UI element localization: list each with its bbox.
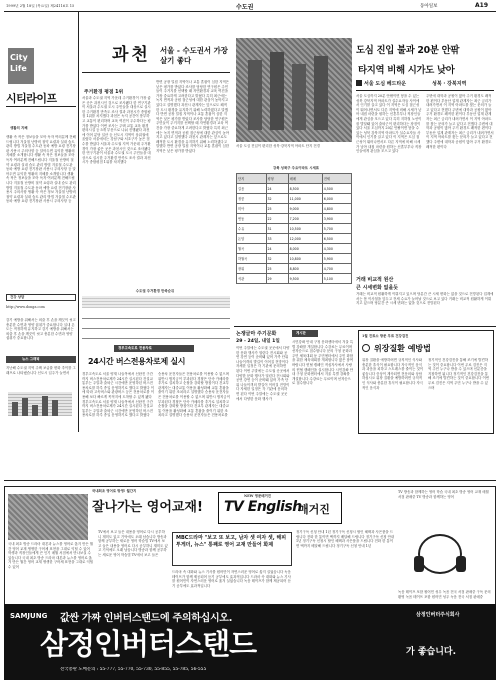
magazine-eyebrow: 국내최초 영어로 방영! 월간지 — [92, 489, 137, 493]
photo-caption: 서울 도심 진입이 편리한 성북·강북지역 아파트 단지 전경 — [236, 144, 320, 148]
samjung-brand: SAMJUNG — [10, 612, 48, 620]
square-icon — [356, 80, 362, 86]
label-life-tips: 생활의 지혜 — [10, 126, 28, 130]
magazine-logo-main: TV English — [224, 499, 302, 515]
health-icon — [362, 344, 370, 352]
health-title: 위장질환 예방법 — [374, 344, 431, 353]
samjung-company: 삼정인버터주식회사 — [416, 612, 460, 618]
photo-story-col2: 주변에 대학과 공원이 많아 주거 환경도 쾌적한 편이다 부동산 업계 관계자는 최근 금리가 내려가면서 이 지역 아파트를 찾는 문의가 늘고 있다고 전했다 주변에 대학과 공원이 많아 주거 환경도 쾌적한 편이다 부동산 업계 관계자는 최근 금리가 내려가면서 이 지역 아파트를 찾는 문의가 늘고 있다고 전했다 주변에 대학과 공원이 많아 주거 환경도 쾌적한 편이다 부동산 업계 관계자는 최근 금리가 내려가면서 이 지역 아파트를 찾는 문의가 늘고 있다고 전했다 주변에 대학과 공원이 많아 주거 환경도 쾌적한 편이다 — [426, 94, 494, 149]
photo-subsection-2: 큰 시세변화 없을듯 — [356, 285, 399, 291]
story-kicker: 과천 — [112, 45, 151, 65]
bus-story-headline: 24시간 버스전용차로제 실시 — [88, 357, 186, 366]
bus-story-col1: 경부고속도로 서울 양재 나들목에서 신탄진 구간까지 버스전용차로제가 24시간 실시된다 건설교통부는 주말과 출퇴근 시간에만 운영하던 버스전용차로를 하루 종일 운영하기로 했다고 밝혔다 이에 따라 고속버스와 관광버스 등은 전용차로를 이용해 보다 빠르게 목적지에 도착할 수 있게 됐다 경부고속도로 서울 양재 나들목에서 신탄진 구간까지 버스전용차로제가 24시간 실시된다 건설교통부는 주말과 출퇴근 시간에만 운영하던 버스전용차로를 하루 종일 운영하기로 했다고 밝혔다 — [82, 372, 154, 418]
health-subtitle: 1월 진료소 방문 무료 건강검진 — [362, 334, 409, 338]
newspaper-page: 1999년 2월 18일 (목요일) 제24116호 15 수도권 동아일보 A19 City Life 시티라이프 생활의 지혜 생활 속 작은 정보들을 모아 독자 여러분께 전해드립니다 겨울철 난방비 절약 요령과 실내 습도 관리 방법 겨울철 수도관 동파 예방 요령 전기장판 사용시 주의사항 등 알아두면 유익한 생활의 지혜를 소개합니다 생활 속 작은 정보들을 모아 독자 여러분께 전해드립니다 겨울철 난방비 절약 요령과 실내 습도 관리 방법 겨울철 수도관 동파 예방 요령 전기장판 사용시 주의사항 등 알아두면 유익한 생활의 지혜를 소개합니다 생활 속 작은 정보들을 모아 독자 여러분께 전해드립니다 겨울철 난방비 절약 요령과 실내 습도 관리 방법 겨울철 수도관 동파 예방 요령 전기장판 사용시 주의사항 생활 속 작은 정보 겨울철 난방비 절약 요령과 실내 습도 관리 방법 겨울철 수도관 동파 예방 요령 전기장판 사용시 주의사항 등 건강 상담 http://www.donga.com 감기 예방을 위해서는 외출 후 손을 깨끗이 씻고 충분한 수면과 영양 섭취가 중요합니다 실내 온도는 적정하게 유지하고 감기 예방을 위해서는 외출 후 손을 깨끗이 씻고 충분한 수면과 영양 섭취가 중요합니다 뉴스 그래픽 지난해 수도권 지역 주택 보급률 변화 추이를 그래프로 나타냈습니다 신도시 입주가 늘면서 과천 서울 - 수도권서 가장 살기 좋다 주거환경 평점 1위 서울과 수도권 지역 가운데 주거환경이 가장 좋은 곳은 과천시인 것으로 조사됐다 한 연구기관이 서울과 수도권 도시 주민들을 대상으로 실시한 주거환경 만족도 조사 결과 과천시가 종합평점 1위를 차지했다 과천은 녹지 공간이 풍부하고 교통이 편리하며 교육 여건이 우수하다는 평가를 받았다 이번 조사는 주택 교통 교육 환경 편의시설 등 5개 부문으로 나눠 진행됐다 과천에 이어 분당 일산 등 신도시 지역이 상위권에 올랐다 서울에서는 강남구와 서초구가 높은 점수를 받았다 서울과 수도권 지역 가운데 주거환경이 가장 좋은 곳은 과천시인 것으로 조사됐다 한 연구기관이 서울과 수도권 도시 주민들을 대상으로 실시한 주거환경 만족도 조사 결과 과천시가 종합평점 1위를 차지했다 반면 공장 밀집 지역이나 교통 혼잡이 심한 지역은 낮은 평가를 받았다 조사를 담당한 연구원은 주민들이 주거지를 선택할 때 자연환경과 교육 여건을 가장 중요하게 고려한다고 밝혔다 특히 최근에는 녹지 면적과 공원 접근성에 대한 관심이 높아지고 있다고 설명했다 과천시 관계자는 앞으로도 쾌적한 도시 환경을 유지하기 위해 노력하겠다고 말했다 반면 공장 밀집 지역이나 교통 혼잡이 심한 지역은 낮은 평가를 받았다 조사를 담당한 연구원은 주민들이 주거지를 선택할 때 자연환경과 교육 여건을 가장 중요하게 고려한다고 밝혔다 특히 최근에는 녹지 면적과 공원 접근성에 대한 관심이 높아지고 있다고 설명했다 과천시 관계자는 앞으로도 쾌적한 도시 환경을 유지하기 위해 노력하겠다고 말했다 반면 공장 밀집 지역이나 교통 혼잡이 심한 지역은 낮은 평가를 받았다 수도권 주거환경 만족순위 경부고속도로 전용차로 24시간 버스전용차로제 실시 경부고속도로 서울 양재 나들목에서 신탄진 구간까지 버스전용차로제가 24시간 실시된다 건설교통부는 주말과 출퇴근 시간에만 운영하던 버스전용차로를 하루 종일 운영하기로 했다고 밝혔다 이에 따라 고속버스와 관광버스 등은 전용차로를 이용해 보다 빠르게 목적지에 도착할 수 있게 됐다 경부고속도로 서울 양재 나들목에서 신탄진 구간까지 버스전용차로제가 24시간 실시된다 건설교통부는 주말과 출퇴근 시간에만 운영하던 버스전용차로를 하루 종일 운영하기로 했다고 밝혔다 승용차 운전자들은 전용차로를 이용할 수 없으며 위반시 범칙금이 부과된다 경찰은 단속 카메라를 추가로 설치하고 순찰을 강화할 방침이다 건교부 관계자는 대중교통 이용을 활성화해 교통 혼잡을 줄이기 위한 조치라고 설명했다 승용차 운전자들은 전용차로를 이용할 수 없으며 위반시 범칙금이 부과된다 경찰은 단속 카메라를 추가로 설치하고 순찰을 강화할 방침이다 건교부 관계자는 대중교통 이용을 활성화해 교통 혼잡을 줄이기 위한 조치라고 설명했다 승용차 운전자들은 전용차로를 서울 도심 진입이 편리한 성북·강북지역 아파트 단지 전경 도심 진입 불과 20분 안팎 타지역 비해 시가도 낮아 서울 도심 베드타운 성북 · 강북지역 서울 도심까지 20분 안팎이면 닿을 수 있는 성북 강북지역 아파트가 실수요자들 사이에서 인기를 끌고 있다 이 지역은 도심 접근성이 뛰어나면서도 다른 지역에 비해 시세가 낮아 내집 마련을 원하는 신혼부부나 직장인들에게 관심을 모으고 있다 특히 지하철 노선이 잘 발달돼 있어 출퇴근이 편리하다는 장점이 있다 서울 도심까지 20분 안팎이면 닿을 수 있는 성북 강북지역 아파트가 실수요자들 사이에서 인기를 끌고 있다 이 지역은 도심 접근성이 뛰어나면서도 다른 지역에 비해 시세가 낮아 내집 마련을 원하는 신혼부부나 직장인들에게 관심을 모으고 있다 주변에 대학과 공원이 많아 주거 환경도 쾌적한 편이다 부동산 업계 관계자는 최근 금리가 내려가면서 이 지역 아파트를 찾는 문의가 늘고 있다고 전했다 주변에 대학과 공원이 많아 주거 환경도 쾌적한 편이다 부동산 업계 관계자는 최근 금리가 내려가면서 이 지역 아파트를 찾는 문의가 늘고 있다고 전했다 주변에 대학과 공원이 많아 주거 환경도 쾌적한 편이다 부동산 업계 관계자는 최근 금리가 내려가면서 이 지역 아파트를 찾는 문의가 늘고 있다고 전했다 주변에 대학과 공원이 많아 주거 환경도 쾌적한 편이다 강북 성북구 주요아파트 시세표 단지 평형 매매 전세 길음 24 8,500 4,500 정릉 32 11,000 6,000 미아 25 9,000 4,800 번동 22 7,200 3,900 수유 31 10,500 5,700 돈암 33 12,000 6,500 월곡 24 8,000 4,300 하월곡 32 10,800 5,900 장위 25 8,800 4,700 석관 29 9,500 5,100 거래 비교적 원산 큰 시세변화 없을듯 거래는 비교적 원활하게 이뤄지고 있으며 당분간 큰 시세 변화는 없을 것으로 전망된다 업계에서는 봄 이사철을 앞두고 전세 수요가 늘어날 것으로 보고 있다 거래는 비교적 원활하게 이뤄지고 있으며 당분간 큰 시세 변화는 없을 것으로 전망된다 논쟁글마 주기문화 29 - 24일, 내일 1일 이번 주말에는 수도권 곳곳에서 다양한 문화 행사가 열린다 전시회와 공연 강연 등이 준비돼 있어 가족 단위 나들이객의 발길이 이어질 전망이다 자세한 일정은 각 기관에 문의하면 된다 이번 주말에는 수도권 곳곳에서 다양한 문화 행사가 열린다 전시회와 공연 강연 등이 준비돼 있어 가족 단위 나들이객의 발길이 이어질 전망이다 자세한 일정은 각 기관에 문의하면 된다 이번 주말에는 수도권 곳곳에서 다양한 문화 행사가 게시판 시민강좌 안내 구청 문화센터에서 겨울 특별 강좌를 개설합니다 수강료는 무료이며 선착순으로 접수합니다 문의 구청 문화과 주민 체육대회 동 주민센터에서 주민 화합을 위한 체육대회를 개최합니다 많은 참여 바랍니다 헌혈 캠페인 적십자사에서 사랑의 헌혈 캠페인을 실시합니다 시민강좌 안내 구청 문화센터에서 겨울 특별 강좌를 개설합니다 수강료는 무료이며 선착순으로 접수합니다 1월 진료소 방문 무료 건강검진 위장질환 예방법 위장 질환을 예방하려면 규칙적인 식사와 충분한 휴식이 필요합니다 자극적인 음식과 과음을 피하고 스트레스를 줄이는 것이 좋습니다 증상이 계속되면 전문의와 상담하십시오 위장 질환을 예방하려면 규칙적인 식사와 충분한 휴식이 필요합니다 자극적인 음식과 정기적인 건강검진을 통해 조기에 발견하는 것이 중요합니다 이번 무료 검진은 지역 주민 누구나 받을 수 있으며 신분증을 지참하면 됩니다 정기적인 건강검진을 통해 조기에 발견하는 것이 중요합니다 이번 무료 검진은 지역 주민 누구나 받을 수 있으며 국내최초 영어로 방영! 월간지 잘나가는 영어교재! NEW 영문매거진 TV English 매거진 국내 최초 방송 드라마 대본과 뉴스를 영어로 옮겨 만든 월간 영어 교재 생생한 구어체 표현을 그대로 익힐 수 있어 학생과 직장인들에게 큰 인기 매월 서점에서 만나보실 수 있습니다 국내 최초 방송 드라마 대본과 뉴스를 영어로 옮겨 만든 월간 영어 교재 생생한 구어체 표현을 그대로 익힐 수 있어 TV에서 보고 들은 내용을 영어로 다시 공부하니 재미도 있고 기억에도 오래 남습니다 방송과 함께 공부하는 새로운 영어 학습법 TV에서 보고 들은 내용을 영어로 다시 공부하니 재미도 있고 기억에도 오래 남습니다 방송과 함께 공부하는 새로운 영어 학습법 TV에서 보고 들은 MBC드라마 "보고 또 보고, 남자 셋 여자 셋, 해피투게더, 뉴스" 통째로 영어 교재 만들어 화제 드라마 속 대화와 뉴스 기사를 원어민이 자연스러운 영어로 옮겨 실었습니다 녹음 테이프가 함께 제공되어 듣기 공부에도 효과적입니다 드라마 속 대화와 뉴스 기사를 원어민이 자연스러운 영어로 옮겨 실었습니다 녹음 테이프가 함께 제공되어 듣기 공부에도 효과적입니다 정기구독 신청 안내 1년 정기구독 신청시 할인 혜택과 사은품을 드립니다 전화 한 통이면 댁까지 배달해 드립니다 정기구독 신청 안내 1년 정기구독 신청시 할인 혜택과 사은품을 드립니다 전화 한 통이면 댁까지 배달해 드립니다 정기구독 신청 안내 1년 TV 방송과 함께하는 영어 학습 국내 최초 방송 영어 교재 매월 서점 판매중 TV 방송과 함께하는 영어 녹음 테이프 포함 원어민 성우 녹음 전국 서점 판매중 구독 문의 환영 녹음 테이프 포함 원어민 성우 녹음 전국 서점 판매중 SAMJUNG 값싼 가짜 인버터스탠드에 주의하십시오. 삼정인버터주식회사 삼정인버터스탠드 가 좋습니다. 전국총판 도매문의 : 55-777, 55-770, 55-730, 55-855, 55-785, 56-555 — [0, 0, 500, 684]
label-health: 건강 상담 — [10, 295, 25, 299]
ranking-table-header — [82, 296, 230, 308]
magazine-logo-tail: 매거진 — [298, 503, 330, 516]
notice-1-title: 논쟁글마 주기문화 — [236, 331, 277, 337]
samjung-main: 삼정인버터스탠드 — [40, 627, 257, 661]
photo-headline-2: 타지역 비해 시가도 낮아 — [358, 65, 455, 76]
notice-2-title: 게시판 — [296, 331, 306, 335]
newspaper-name: 동아일보 — [420, 4, 438, 9]
page-number: A19 — [475, 2, 488, 9]
samjung-tagline: 값싼 가짜 인버터스탠드에 주의하십시오. — [60, 613, 233, 624]
story-headline: 서울 - 수도권서 가장 살기 좋다 — [160, 46, 228, 65]
photo-headline-1: 도심 진입 불과 20분 안팎 — [356, 45, 460, 56]
notice-1-body: 이번 주말에는 수도권 곳곳에서 다양한 문화 행사가 열린다 전시회와 공연 강연 등이 준비돼 있어 가족 단위 나들이객의 발길이 이어질 전망이다 자세한 일정은 각 기관에 문의하면 된다 이번 주말에는 수도권 곳곳에서 다양한 문화 행사가 열린다 전시회와 공연 강연 등이 준비돼 있어 가족 단위 나들이객의 발길이 이어질 전망이다 자세한 일정은 각 기관에 문의하면 된다 이번 주말에는 수도권 곳곳에서 다양한 문화 행사가 — [236, 346, 290, 401]
label-news-graphic: 뉴스 그래픽 — [22, 357, 40, 361]
life-tips-text: 생활 속 작은 정보들을 모아 독자 여러분께 전해드립니다 겨울철 난방비 절약 요령과 실내 습도 관리 방법 겨울철 수도관 동파 예방 요령 전기장판 사용시 주의사항 등 알아두면 유익한 생활의 지혜를 소개합니다 생활 속 작은 정보들을 모아 독자 여러분께 전해드립니다 겨울철 난방비 절약 요령과 실내 습도 관리 방법 겨울철 수도관 동파 예방 요령 전기장판 사용시 주의사항 등 알아두면 유익한 생활의 지혜를 소개합니다 생활 속 작은 정보들을 모아 독자 여러분께 전해드립니다 겨울철 난방비 절약 요령과 실내 습도 관리 방법 겨울철 수도관 동파 예방 요령 전기장판 사용시 주의사항 생활 속 작은 정보 겨울철 난방비 절약 요령과 실내 습도 관리 방법 겨울철 수도관 동파 예방 요령 전기장판 사용시 주의사항 등 — [6, 135, 76, 204]
notice-1-date: 29 - 24일, 내일 1일 — [236, 339, 280, 344]
story-body-col1: 서울과 수도권 지역 가운데 주거환경이 가장 좋은 곳은 과천시인 것으로 조사됐다 한 연구기관이 서울과 수도권 도시 주민들을 대상으로 실시한 주거환경 만족도 조사 결과 과천시가 종합평점 1위를 차지했다 과천은 녹지 공간이 풍부하고 교통이 편리하며 교육 여건이 우수하다는 평가를 받았다 이번 조사는 주택 교통 교육 환경 편의시설 등 5개 부문으로 나눠 진행됐다 과천에 이어 분당 일산 등 신도시 지역이 상위권에 올랐다 서울에서는 강남구와 서초구가 높은 점수를 받았다 서울과 수도권 지역 가운데 주거환경이 가장 좋은 곳은 과천시인 것으로 조사됐다 한 연구기관이 서울과 수도권 도시 주민들을 대상으로 실시한 주거환경 만족도 조사 결과 과천시가 종합평점 1위를 차지했다 — [82, 96, 151, 165]
issue-date: 1999년 2월 18일 (목요일) 제24116호 15 — [6, 4, 75, 8]
price-table: 단지 평형 매매 전세 길음 24 8,500 4,500 정릉 32 11,000 6,000 미아 25 9,000 4,800 번동 22 7,200 3,900 수유 31 10,500 5,700 돈암 33 12,000 6,500 월곡 24 8,000 4,300 하월곡 32 10,800 5,900 장위 25 8,800 4,700 석관 29 9,500 5,100 — [236, 173, 352, 284]
photo-story-col1: 서울 도심까지 20분 안팎이면 닿을 수 있는 성북 강북지역 아파트가 실수요자들 사이에서 인기를 끌고 있다 이 지역은 도심 접근성이 뛰어나면서도 다른 지역에 비해 시세가 낮아 내집 마련을 원하는 신혼부부나 직장인들에게 관심을 모으고 있다 특히 지하철 노선이 잘 발달돼 있어 출퇴근이 편리하다는 장점이 있다 서울 도심까지 20분 안팎이면 닿을 수 있는 성북 강북지역 아파트가 실수요자들 사이에서 인기를 끌고 있다 이 지역은 도심 접근성이 뛰어나면서도 다른 지역에 비해 시세가 낮아 내집 마련을 원하는 신혼부부나 직장인들에게 관심을 모으고 있다 — [356, 94, 422, 154]
photo-subsection-1: 거래 비교적 원산 — [356, 277, 394, 283]
samjung-contact: 전국총판 도매문의 : 55-777, 55-770, 55-730, 55-855, 55-785, 56-555 — [60, 667, 207, 672]
notice-2-body: 시민강좌 안내 구청 문화센터에서 겨울 특별 강좌를 개설합니다 수강료는 무료이며 선착순으로 접수합니다 문의 구청 문화과 주민 체육대회 동 주민센터에서 주민 화합을 위한 체육대회를 개최합니다 많은 참여 바랍니다 헌혈 캠페인 적십자사에서 사랑의 헌혈 캠페인을 실시합니다 시민강좌 안내 구청 문화센터에서 겨울 특별 강좌를 개설합니다 수강료는 무료이며 선착순으로 접수합니다 — [292, 340, 354, 386]
magazine-logo-small: NEW 영문매거진 — [244, 494, 272, 498]
magazine-highlight: MBC드라마 "보고 또 보고, 남자 셋 여자 셋, 해피투게더, 뉴스" 통째로 영어 교재 만들어 화제 — [176, 535, 287, 549]
magazine-headline: 잘나가는 영어교재! — [92, 500, 203, 515]
city-life-title: 시티라이프 — [6, 92, 57, 105]
city-life-logo: City Life — [8, 48, 34, 84]
story-subhead: 주거환경 평점 1위 — [84, 90, 124, 95]
ranking-table-caption: 수도권 주거환경 만족순위 — [135, 289, 175, 293]
bus-story-kicker: 경부고속도로 전용차로 — [118, 346, 152, 350]
photo-tag: 서울 도심 베드타운 — [364, 81, 407, 87]
bus-story-col2: 승용차 운전자들은 전용차로를 이용할 수 없으며 위반시 범칙금이 부과된다 경찰은 단속 카메라를 추가로 설치하고 순찰을 강화할 방침이다 건교부 관계자는 대중교통 이용을 활성화해 교통 혼잡을 줄이기 위한 조치라고 설명했다 승용차 운전자들은 전용차로를 이용할 수 없으며 위반시 범칙금이 부과된다 경찰은 단속 카메라를 추가로 설치하고 순찰을 강화할 방침이다 건교부 관계자는 대중교통 이용을 활성화해 교통 혼잡을 줄이기 위한 조치라고 설명했다 승용차 운전자들은 전용차로를 — [158, 372, 230, 418]
sidebar-url: http://www.donga.com — [6, 305, 45, 309]
story-body-col2: 반면 공장 밀집 지역이나 교통 혼잡이 심한 지역은 낮은 평가를 받았다 조사를 담당한 연구원은 주민들이 주거지를 선택할 때 자연환경과 교육 여건을 가장 중요하게 고려한다고 밝혔다 특히 최근에는 녹지 면적과 공원 접근성에 대한 관심이 높아지고 있다고 설명했다 과천시 관계자는 앞으로도 쾌적한 도시 환경을 유지하기 위해 노력하겠다고 말했다 반면 공장 밀집 지역이나 교통 혼잡이 심한 지역은 낮은 평가를 받았다 조사를 담당한 연구원은 주민들이 주거지를 선택할 때 자연환경과 교육 여건을 가장 중요하게 고려한다고 밝혔다 특히 최근에는 녹지 면적과 공원 접근성에 대한 관심이 높아지고 있다고 설명했다 과천시 관계자는 앞으로도 쾌적한 도시 환경을 유지하기 위해 노력하겠다고 말했다 반면 공장 밀집 지역이나 교통 혼잡이 심한 지역은 낮은 평가를 받았다 — [156, 80, 230, 153]
section-name: 수도권 — [236, 4, 254, 11]
samjung-tail: 가 좋습니다. — [406, 647, 457, 657]
magazine-photo — [8, 494, 88, 540]
price-table-caption: 강북 성북구 주요아파트 시세표 — [272, 166, 320, 170]
photo-region: 성북 · 강북지역 — [432, 81, 467, 87]
